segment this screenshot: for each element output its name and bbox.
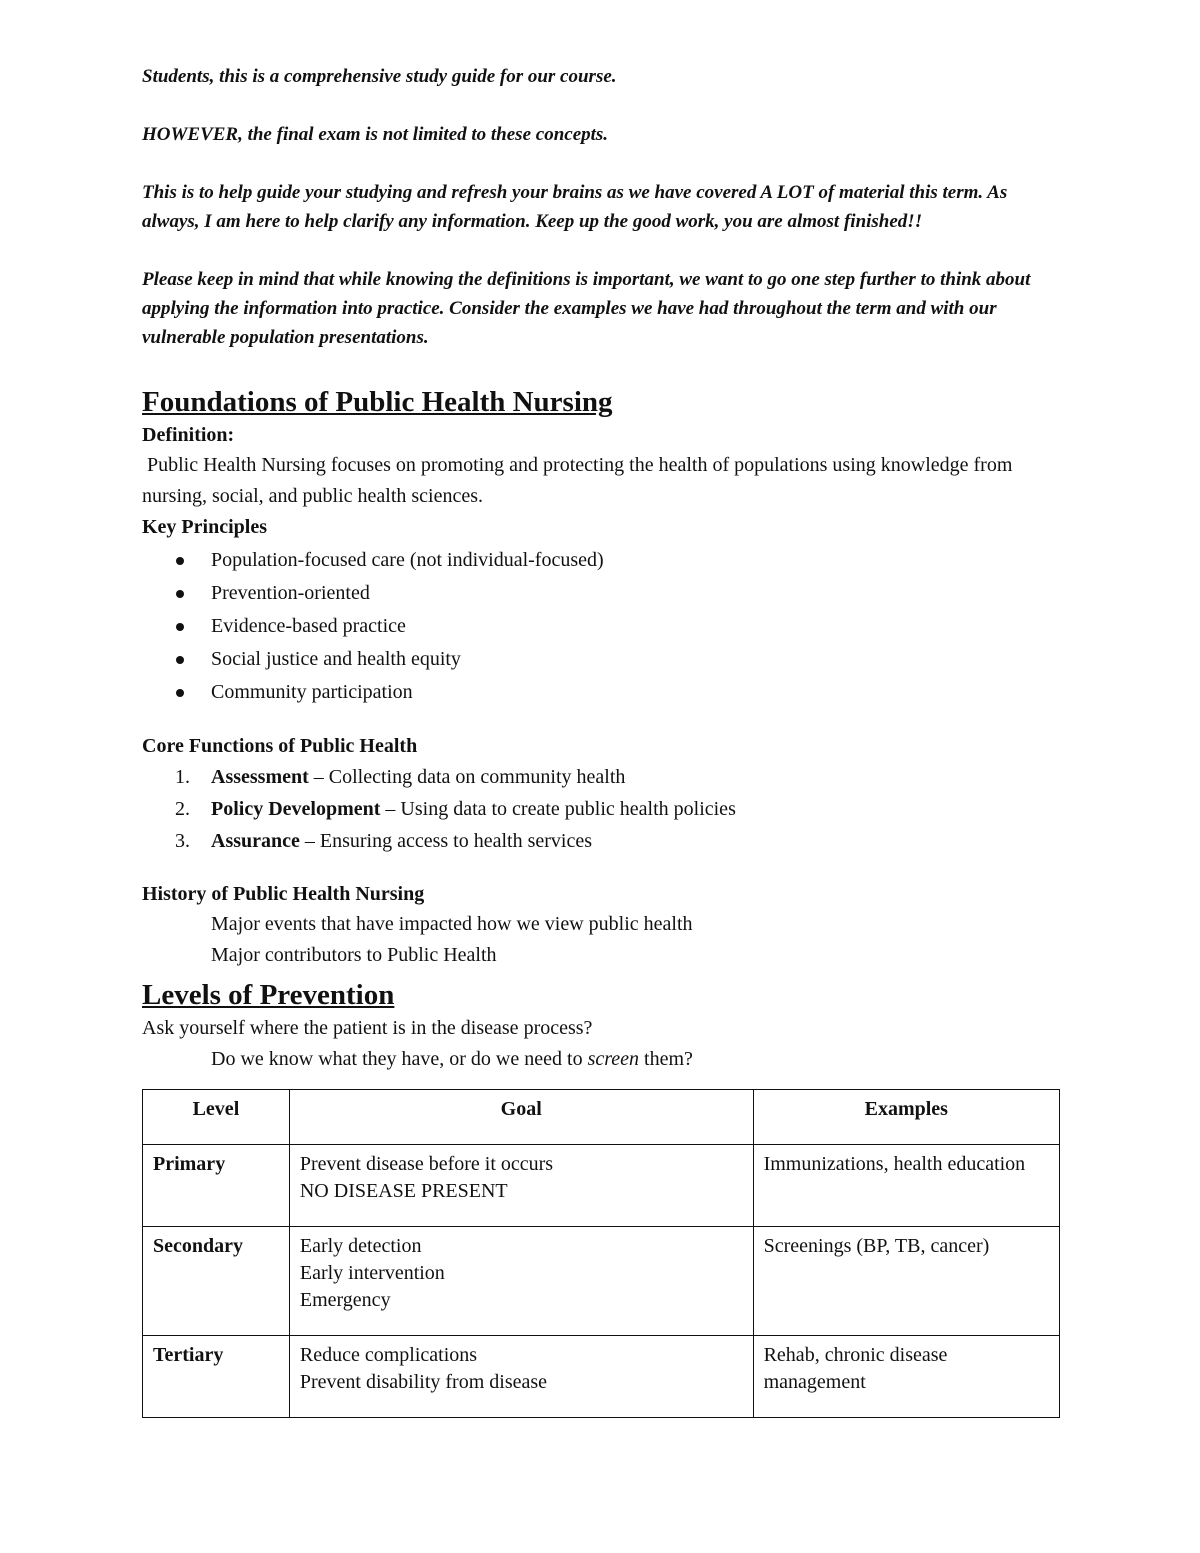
- list-item: [142, 793, 1062, 825]
- history-label: History of Public Health Nursing: [142, 883, 425, 905]
- goal-cell: [289, 1145, 753, 1227]
- list-item: Social justice and health equity: [142, 643, 1062, 676]
- intro-paragraph: This is to help guide your studying and refresh your brains as we have covered A LOT of material this term. As always, I am here to help clarify any information. Keep up the good work, you are almost finished!!: [142, 182, 1008, 232]
- list-item: Community participation: [142, 676, 1062, 709]
- key-principles-list: [142, 544, 1062, 709]
- table-row: [143, 1145, 1060, 1227]
- goal-line: Emergency: [299, 1289, 391, 1311]
- list-item: Prevention-oriented: [142, 577, 1062, 610]
- goal-line: Prevent disability from disease: [299, 1371, 548, 1393]
- core-function-desc: – Collecting data on community health: [308, 766, 626, 788]
- goal-line: Prevent disease before it occurs: [299, 1153, 554, 1175]
- history-item: Major events that have impacted how we view public health: [211, 913, 693, 935]
- goal-cell: [289, 1227, 753, 1336]
- examples-cell: Rehab, chronic disease management: [753, 1336, 1059, 1418]
- intro-section: [142, 62, 1062, 352]
- table-header-row: [143, 1090, 1060, 1145]
- definition-label: Definition:: [142, 424, 235, 446]
- core-function-term: Policy Development: [211, 798, 381, 820]
- goal-line: NO DISEASE PRESENT: [299, 1180, 508, 1202]
- list-item: Evidence-based practice: [142, 610, 1062, 643]
- goal-cell: [289, 1336, 753, 1418]
- prevention-subquestion: [142, 1044, 1062, 1075]
- core-function-term: Assurance: [211, 830, 300, 852]
- table-row: [143, 1336, 1060, 1418]
- definition-text: Public Health Nursing focuses on promoting and protecting the health of populations using knowledge from nursing, social, and public health sciences.: [142, 454, 1018, 507]
- intro-paragraph: Students, this is a comprehensive study guide for our course.: [142, 66, 617, 87]
- goal-line: Early intervention: [299, 1262, 445, 1284]
- goal-line: Reduce complications: [299, 1344, 478, 1366]
- level-cell: Secondary: [143, 1227, 290, 1336]
- list-number: 3.: [175, 830, 190, 852]
- column-header: Examples: [753, 1090, 1059, 1145]
- intro-paragraph: HOWEVER, the final exam is not limited to these concepts.: [142, 124, 609, 145]
- goal-line: Early detection: [299, 1235, 422, 1257]
- section-title-prevention: Levels of Prevention: [142, 979, 395, 1011]
- subquestion-text: Do we know what they have, or do we need to: [211, 1048, 588, 1070]
- list-number: 1.: [175, 766, 190, 788]
- section-title-foundations: Foundations of Public Health Nursing: [142, 386, 613, 418]
- examples-cell: Immunizations, health education: [753, 1145, 1059, 1227]
- core-function-desc: – Ensuring access to health services: [299, 830, 593, 852]
- core-function-term: Assessment: [211, 766, 309, 788]
- key-principles-label: Key Principles: [142, 516, 267, 538]
- history-item: Major contributors to Public Health: [211, 944, 497, 966]
- level-cell: Tertiary: [143, 1336, 290, 1418]
- column-header: Level: [143, 1090, 290, 1145]
- prevention-question: Ask yourself where the patient is in the disease process?: [142, 1017, 593, 1039]
- core-function-desc: – Using data to create public health policies: [380, 798, 736, 820]
- core-functions-label: Core Functions of Public Health: [142, 735, 418, 757]
- list-number: 2.: [175, 798, 190, 820]
- list-item: [142, 825, 1062, 857]
- level-cell: Primary: [143, 1145, 290, 1227]
- subquestion-emphasis: screen: [587, 1048, 640, 1070]
- prevention-table: [142, 1089, 1060, 1418]
- column-header: Goal: [289, 1090, 753, 1145]
- core-functions-list: [142, 761, 1062, 857]
- subquestion-text: them?: [639, 1048, 693, 1070]
- intro-paragraph: Please keep in mind that while knowing the definitions is important, we want to go one step further to think about applying the information into practice. Consider the examples we have had throughout the term and with our vulnerable population presentations.: [142, 269, 1031, 348]
- table-row: [143, 1227, 1060, 1336]
- examples-cell: Screenings (BP, TB, cancer): [753, 1227, 1059, 1336]
- list-item: [142, 761, 1062, 793]
- list-item: Population-focused care (not individual-focused): [142, 544, 1062, 577]
- document-page: [142, 62, 1062, 1418]
